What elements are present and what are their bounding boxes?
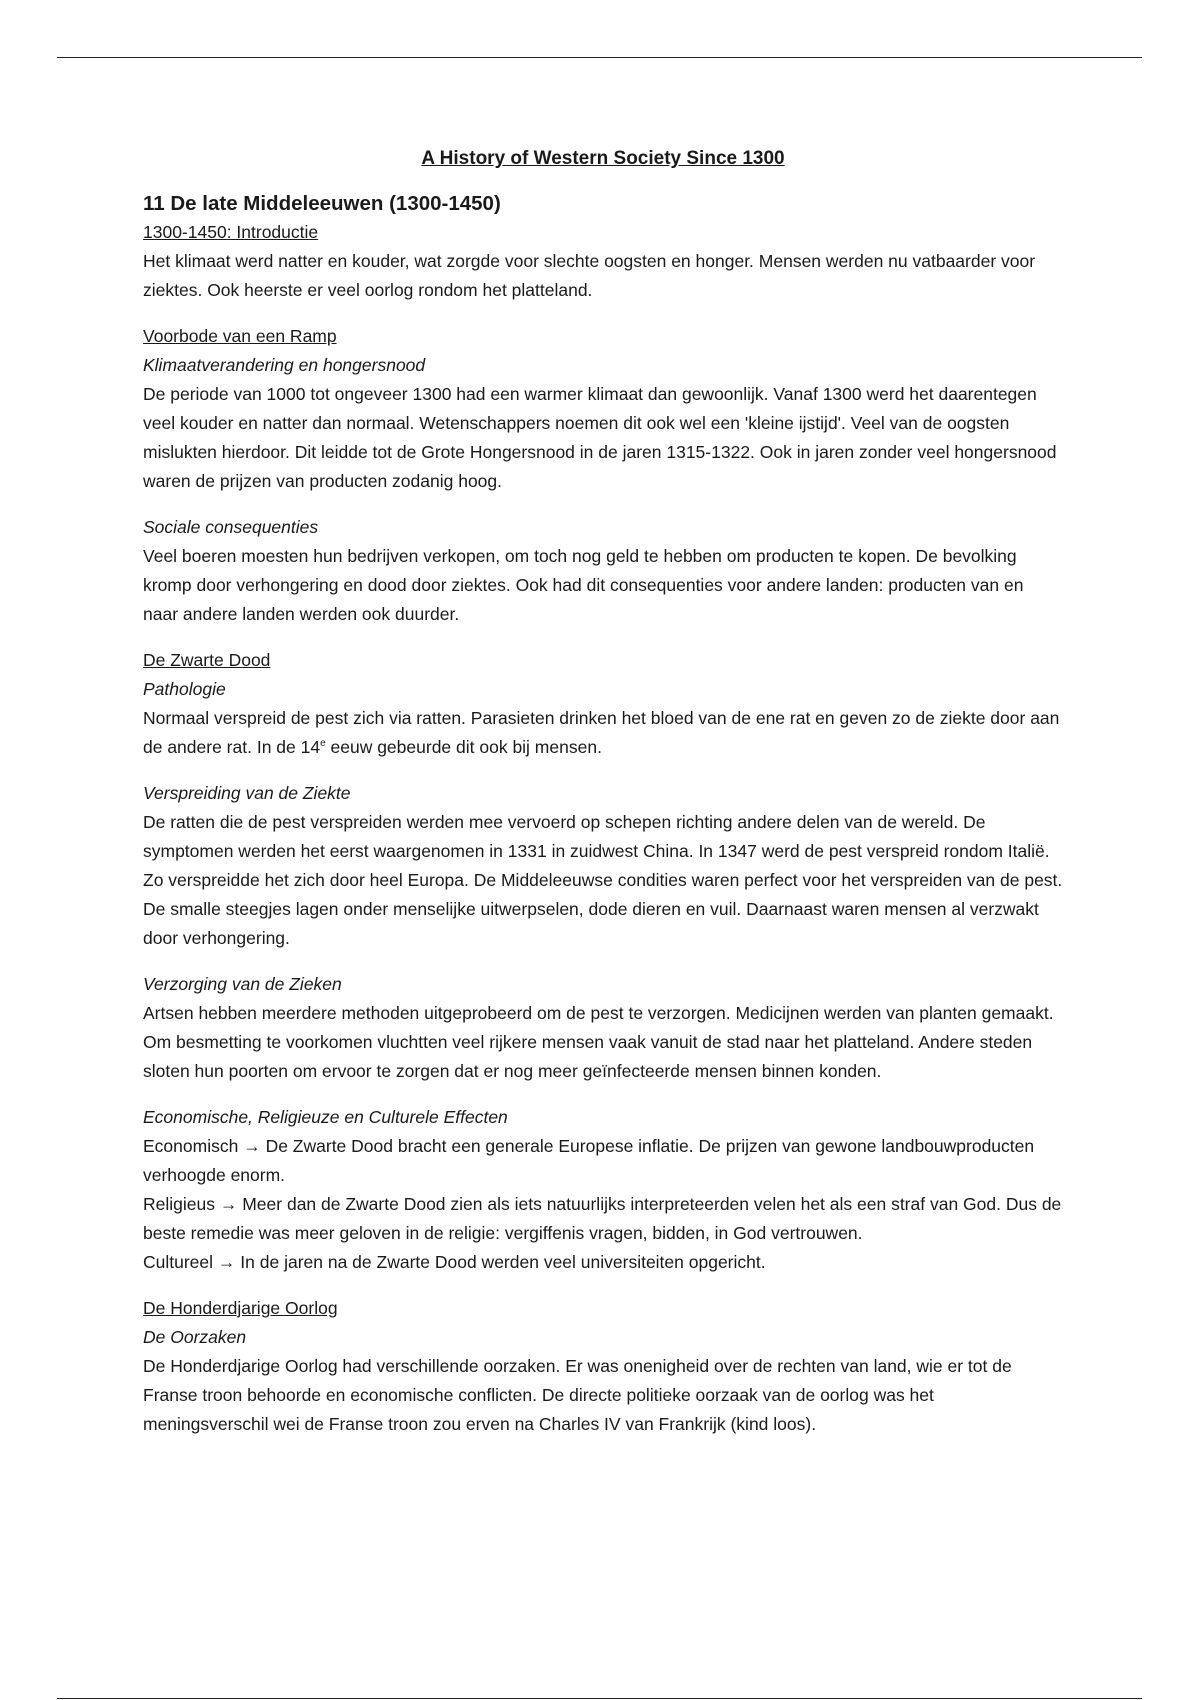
subheading-pathologie: Pathologie <box>143 679 226 699</box>
document-title: A History of Western Society Since 1300 <box>421 148 785 169</box>
document-page <box>143 144 1063 1456</box>
effect-label: Economisch <box>143 1136 239 1156</box>
top-rule <box>57 57 1142 58</box>
subheading-klimaat: Klimaatverandering en hongersnood <box>143 355 426 375</box>
section-heading-zwarte-dood: De Zwarte Dood <box>143 650 271 670</box>
section-zwarte-dood-pathologie <box>143 646 1063 762</box>
subheading-effecten: Economische, Religieuze en Culturele Effecten <box>143 1107 508 1127</box>
arrow-right-icon: → <box>219 1194 238 1214</box>
effect-item-cultureel <box>143 1248 1063 1277</box>
chapter-heading: 11 De late Middeleeuwen (1300-1450) <box>143 192 501 215</box>
subheading-verspreiding: Verspreiding van de Ziekte <box>143 783 351 803</box>
section-oorlog <box>143 1294 1063 1439</box>
section-heading-oorlog: De Honderdjarige Oorlog <box>143 1298 338 1318</box>
section-intro <box>143 218 1063 305</box>
paragraph-pathologie <box>143 704 1063 762</box>
subheading-sociaal: Sociale consequenties <box>143 517 319 537</box>
section-heading-intro: 1300-1450: Introductie <box>143 222 319 242</box>
effect-text: In de jaren na de Zwarte Dood werden veel universiteiten opgericht. <box>240 1252 766 1272</box>
effect-text: De Zwarte Dood bracht een generale Europese inflatie. De prijzen van gewone landbouwproducten verhoogde enorm. <box>143 1136 1035 1185</box>
effect-text: Meer dan de Zwarte Dood zien als iets natuurlijks interpreteerden velen het als een straf van God. Dus de beste remedie was meer geloven in de religie: vergiffenis vragen, bidden, in God vertrouwen. <box>143 1194 1062 1243</box>
section-heading-ramp: Voorbode van een Ramp <box>143 326 337 346</box>
section-ramp-sociaal <box>143 513 1063 629</box>
pathologie-text-after: eeuw gebeurde dit ook bij mensen. <box>325 737 602 757</box>
paragraph-verspreiding: De ratten die de pest verspreiden werden mee vervoerd op schepen richting andere delen van de wereld. De symptomen werden het eerst waargenomen in 1331 in zuidwest China. In 1347 werd de pest verspreid rondom Italië. Zo verspreidde het zich door heel Europa. De Middeleeuwse condities waren perfect voor het verspreiden van de pest. De smalle steegjes lagen onder menselijke uitwerpselen, dode dieren en vuil. Daarnaast waren mensen al verzwakt door verhongering. <box>143 812 1063 948</box>
effect-label: Religieus <box>143 1194 215 1214</box>
paragraph-verzorging: Artsen hebben meerdere methoden uitgeprobeerd om de pest te verzorgen. Medicijnen werden van planten gemaakt. Om besmetting te voorkomen vluchtten veel rijkere mensen vaak vanuit de stad naar het platteland. Andere steden sloten hun poorten om ervoor te zorgen dat er nog meer geïnfecteerde mensen binnen konden. <box>143 1003 1054 1081</box>
arrow-right-icon: → <box>217 1252 236 1272</box>
pathologie-superscript: e <box>320 738 326 750</box>
section-verzorging <box>143 970 1063 1086</box>
effect-item-religieus <box>143 1190 1063 1248</box>
section-ramp-klimaat <box>143 322 1063 496</box>
pathologie-text-before: Normaal verspreid de pest zich via ratten. Parasieten drinken het bloed van de ene rat en geven zo de ziekte door aan de andere rat. In de 14 <box>143 708 1060 757</box>
effect-item-economisch <box>143 1132 1063 1190</box>
bottom-rule <box>57 1698 1142 1699</box>
paragraph-sociaal: Veel boeren moesten hun bedrijven verkopen, om toch nog geld te hebben om producten te kopen. De bevolking kromp door verhongering en dood door ziektes. Ook had dit consequenties voor andere landen: producten van en naar andere landen werden ook duurder. <box>143 546 1024 624</box>
paragraph-intro: Het klimaat werd natter en kouder, wat zorgde voor slechte oogsten en honger. Mensen werden nu vatbaarder voor ziektes. Ook heerste er veel oorlog rondom het platteland. <box>143 251 1036 300</box>
paragraph-oorzaken: De Honderdjarige Oorlog had verschillende oorzaken. Er was onenigheid over de rechten van land, wie er tot de Franse troon behoorde en economische conflicten. De directe politieke oorzaak van de oorlog was het meningsverschil wei de Franse troon zou erven na Charles IV van Frankrijk (kind loos). <box>143 1356 1012 1434</box>
paragraph-klimaat: De periode van 1000 tot ongeveer 1300 had een warmer klimaat dan gewoonlijk. Vanaf 1300 werd het daarentegen veel kouder en natter dan normaal. Wetenschappers noemen dit ook wel een 'kleine ijstijd'. Veel van de oogsten mislukten hierdoor. Dit leidde tot de Grote Hongersnood in de jaren 1315-1322. Ook in jaren zonder veel hongersnood waren de prijzen van producten zodanig hoog. <box>143 384 1057 491</box>
subheading-oorzaken: De Oorzaken <box>143 1327 247 1347</box>
effect-label: Cultureel <box>143 1252 214 1272</box>
section-effecten <box>143 1103 1063 1277</box>
subheading-verzorging: Verzorging van de Zieken <box>143 974 342 994</box>
arrow-right-icon: → <box>243 1136 261 1156</box>
section-verspreiding <box>143 779 1063 953</box>
